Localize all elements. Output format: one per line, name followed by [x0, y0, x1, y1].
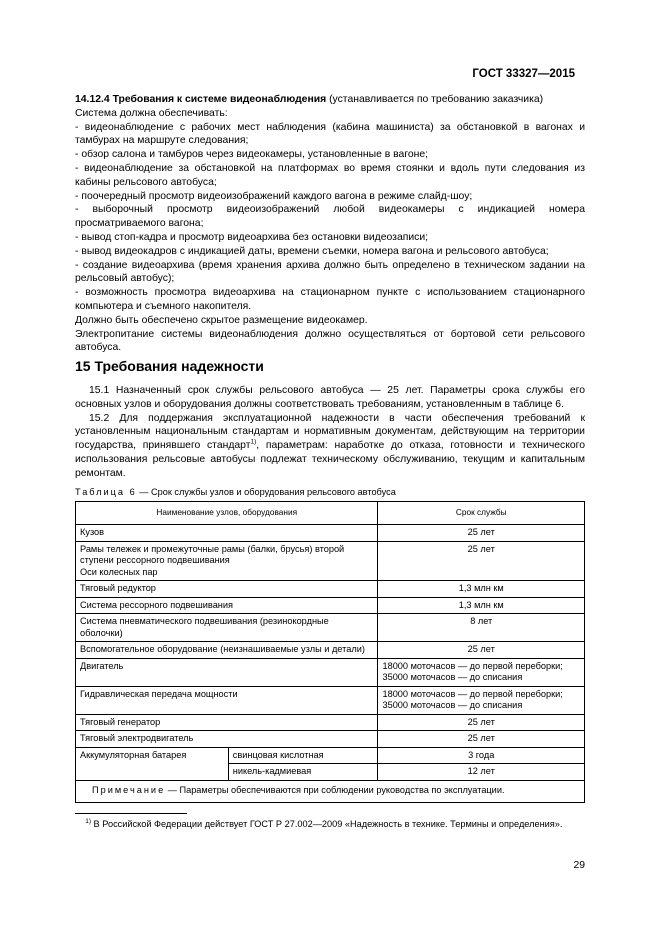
paragraph-text: 15.2 Для поддержания эксплуатационной надежности в части обеспечения требований к установленным национальным стандартам и нормативным документам, действующим на территории государства, принявшего стандарт: [75, 412, 585, 452]
list-item: Система должна обеспечивать:: [75, 107, 228, 119]
table-note-row: [76, 780, 585, 803]
list-item: - возможность просмотра видеоархива на стационарном пункте с использованием стационарного компьютера и съемного накопителя.: [75, 287, 585, 312]
table-cell: 1,3 млн км: [378, 581, 585, 598]
subsection-title: Требования к системе видеонаблюдения: [112, 94, 327, 105]
table-row: [76, 541, 585, 581]
list-item: - видеонаблюдение за обстановкой на платформах во время стоянки и вдоль пути следования из кабины рельсового автобуса;: [75, 162, 585, 188]
list-item: - создание видеоархива (время хранения архива должно быть определено в техническом задании на рельсовый автобус);: [75, 259, 585, 285]
list-item: - выборочный просмотр видеоизображений любой видеокамеры с индикацией номера просматриваемого вагона;: [75, 204, 585, 230]
subsection-14-12-4: [75, 93, 585, 355]
subsection-title-note: (устанавливается по требованию заказчика): [326, 94, 544, 105]
paragraph-text: , параметрам: наработке до отказа, готовности и технического использования рельсовые автобусы подлежат техническому обслуживанию, текущим и капитальным ремонтам.: [75, 440, 585, 479]
section-15-body: [75, 384, 585, 481]
table-row: [76, 747, 585, 764]
cell-line: 18000 моточасов — до первой переборки;: [382, 688, 563, 699]
table-caption-text: — Срок службы узлов и оборудования рельсового автобуса: [136, 487, 396, 497]
section-15-heading: 15 Требования надежности: [75, 358, 264, 374]
service-life-table: [75, 501, 585, 803]
table-cell: Тяговый электродвигатель: [76, 731, 378, 748]
list-item: - вывод стоп-кадра и просмотр видеоархива без остановки видеозаписи;: [75, 231, 429, 243]
cell-line: 18000 моточасов — до первой переборки;: [382, 660, 563, 671]
table-cell: 12 лет: [378, 764, 585, 781]
column-header: Срок службы: [378, 502, 585, 525]
table-note: [76, 780, 585, 803]
table-cell: 25 лет: [378, 525, 585, 542]
table-row: [76, 614, 585, 642]
list-item: - видеонаблюдение с рабочих мест наблюдения (кабина машиниста) за обстановкой в вагонах и тамбурах на маршруте следования;: [75, 121, 585, 147]
table-cell: Вспомогательное оборудование (неизнашиваемые узлы и детали): [76, 642, 378, 659]
paragraph-15-2: [75, 412, 585, 481]
footnote-text: В Российской Федерации действует ГОСТ Р 27.002—2009 «Надежность в технике. Термины и определения».: [91, 819, 563, 829]
list-item: Должно быть обеспечено скрытое размещение видеокамер.: [75, 314, 368, 326]
table-cell: Система пневматического подвешивания (резинокордные оболочки): [76, 614, 378, 642]
table-cell: никель-кадмиевая: [228, 764, 378, 781]
table-cell: Кузов: [76, 525, 378, 542]
note-label: Примечание: [92, 784, 166, 795]
table-row: [76, 525, 585, 542]
table-cell: 25 лет: [378, 642, 585, 659]
table-header-row: [76, 502, 585, 525]
document-code: ГОСТ 33327—2015: [472, 68, 575, 80]
table-cell: 25 лет: [378, 541, 585, 581]
cell-line: Рамы тележек и промежуточные рамы (балки, брусья) второй ступени рессорного подвешивания: [80, 543, 345, 565]
table-row: [76, 581, 585, 598]
table-cell: Двигатель: [76, 658, 378, 686]
paragraph-15-1: 15.1 Назначенный срок службы рельсового автобуса — 25 лет. Параметры срока службы его основных узлов и оборудования должны соответствовать требованиям, установленным в таблице 6.: [75, 385, 585, 410]
table-cell: 3 года: [378, 747, 585, 764]
subsection-number: 14.12.4: [75, 94, 110, 105]
list-item: Электропитание системы видеонаблюдения должно осуществляться от бортовой сети рельсового автобуса.: [75, 328, 585, 354]
table-row: [76, 658, 585, 686]
table-caption-label: Таблица 6: [75, 487, 137, 497]
footnote-ref: 1): [250, 438, 257, 446]
footnote: [75, 818, 585, 830]
footnote-divider: [75, 813, 187, 814]
table-caption: [75, 487, 396, 497]
table-cell: [76, 541, 378, 581]
list-item: - вывод видеокадров с индикацией даты, времени съемки, номера вагона и рельсового автобуса;: [75, 245, 549, 257]
page-number: 29: [573, 860, 585, 871]
table-row: [76, 686, 585, 714]
note-text: — Параметры обеспечиваются при соблюдении руководства по эксплуатации.: [165, 784, 505, 795]
table-cell: свинцовая кислотная: [228, 747, 378, 764]
table-cell: [378, 658, 585, 686]
table-cell: [378, 686, 585, 714]
table-cell: 25 лет: [378, 714, 585, 731]
cell-line: Оси колесных пар: [80, 566, 158, 577]
table-cell: 1,3 млн км: [378, 597, 585, 614]
table-row: [76, 642, 585, 659]
list-item: - обзор салона и тамбуров через видеокамеры, установленные в вагоне;: [75, 149, 429, 161]
table-cell: 8 лет: [378, 614, 585, 642]
table-cell: Тяговый редуктор: [76, 581, 378, 598]
table-row: [76, 731, 585, 748]
table-row: [76, 714, 585, 731]
table-row: [76, 597, 585, 614]
table-cell: Аккумуляторная батарея: [76, 747, 229, 780]
cell-line: 35000 моточасов — до списания: [382, 700, 523, 710]
footnote-mark: 1): [85, 817, 91, 825]
cell-line: 35000 моточасов — до списания: [382, 672, 523, 682]
table-cell: Гидравлическая передача мощности: [76, 686, 378, 714]
table-cell: Система рессорного подвешивания: [76, 597, 378, 614]
table-cell: Тяговый генератор: [76, 714, 378, 731]
list-item: - поочередный просмотр видеоизображений каждого вагона в режиме слайд-шоу;: [75, 190, 473, 202]
table-cell: 25 лет: [378, 731, 585, 748]
column-header: Наименование узлов, оборудования: [76, 502, 378, 525]
